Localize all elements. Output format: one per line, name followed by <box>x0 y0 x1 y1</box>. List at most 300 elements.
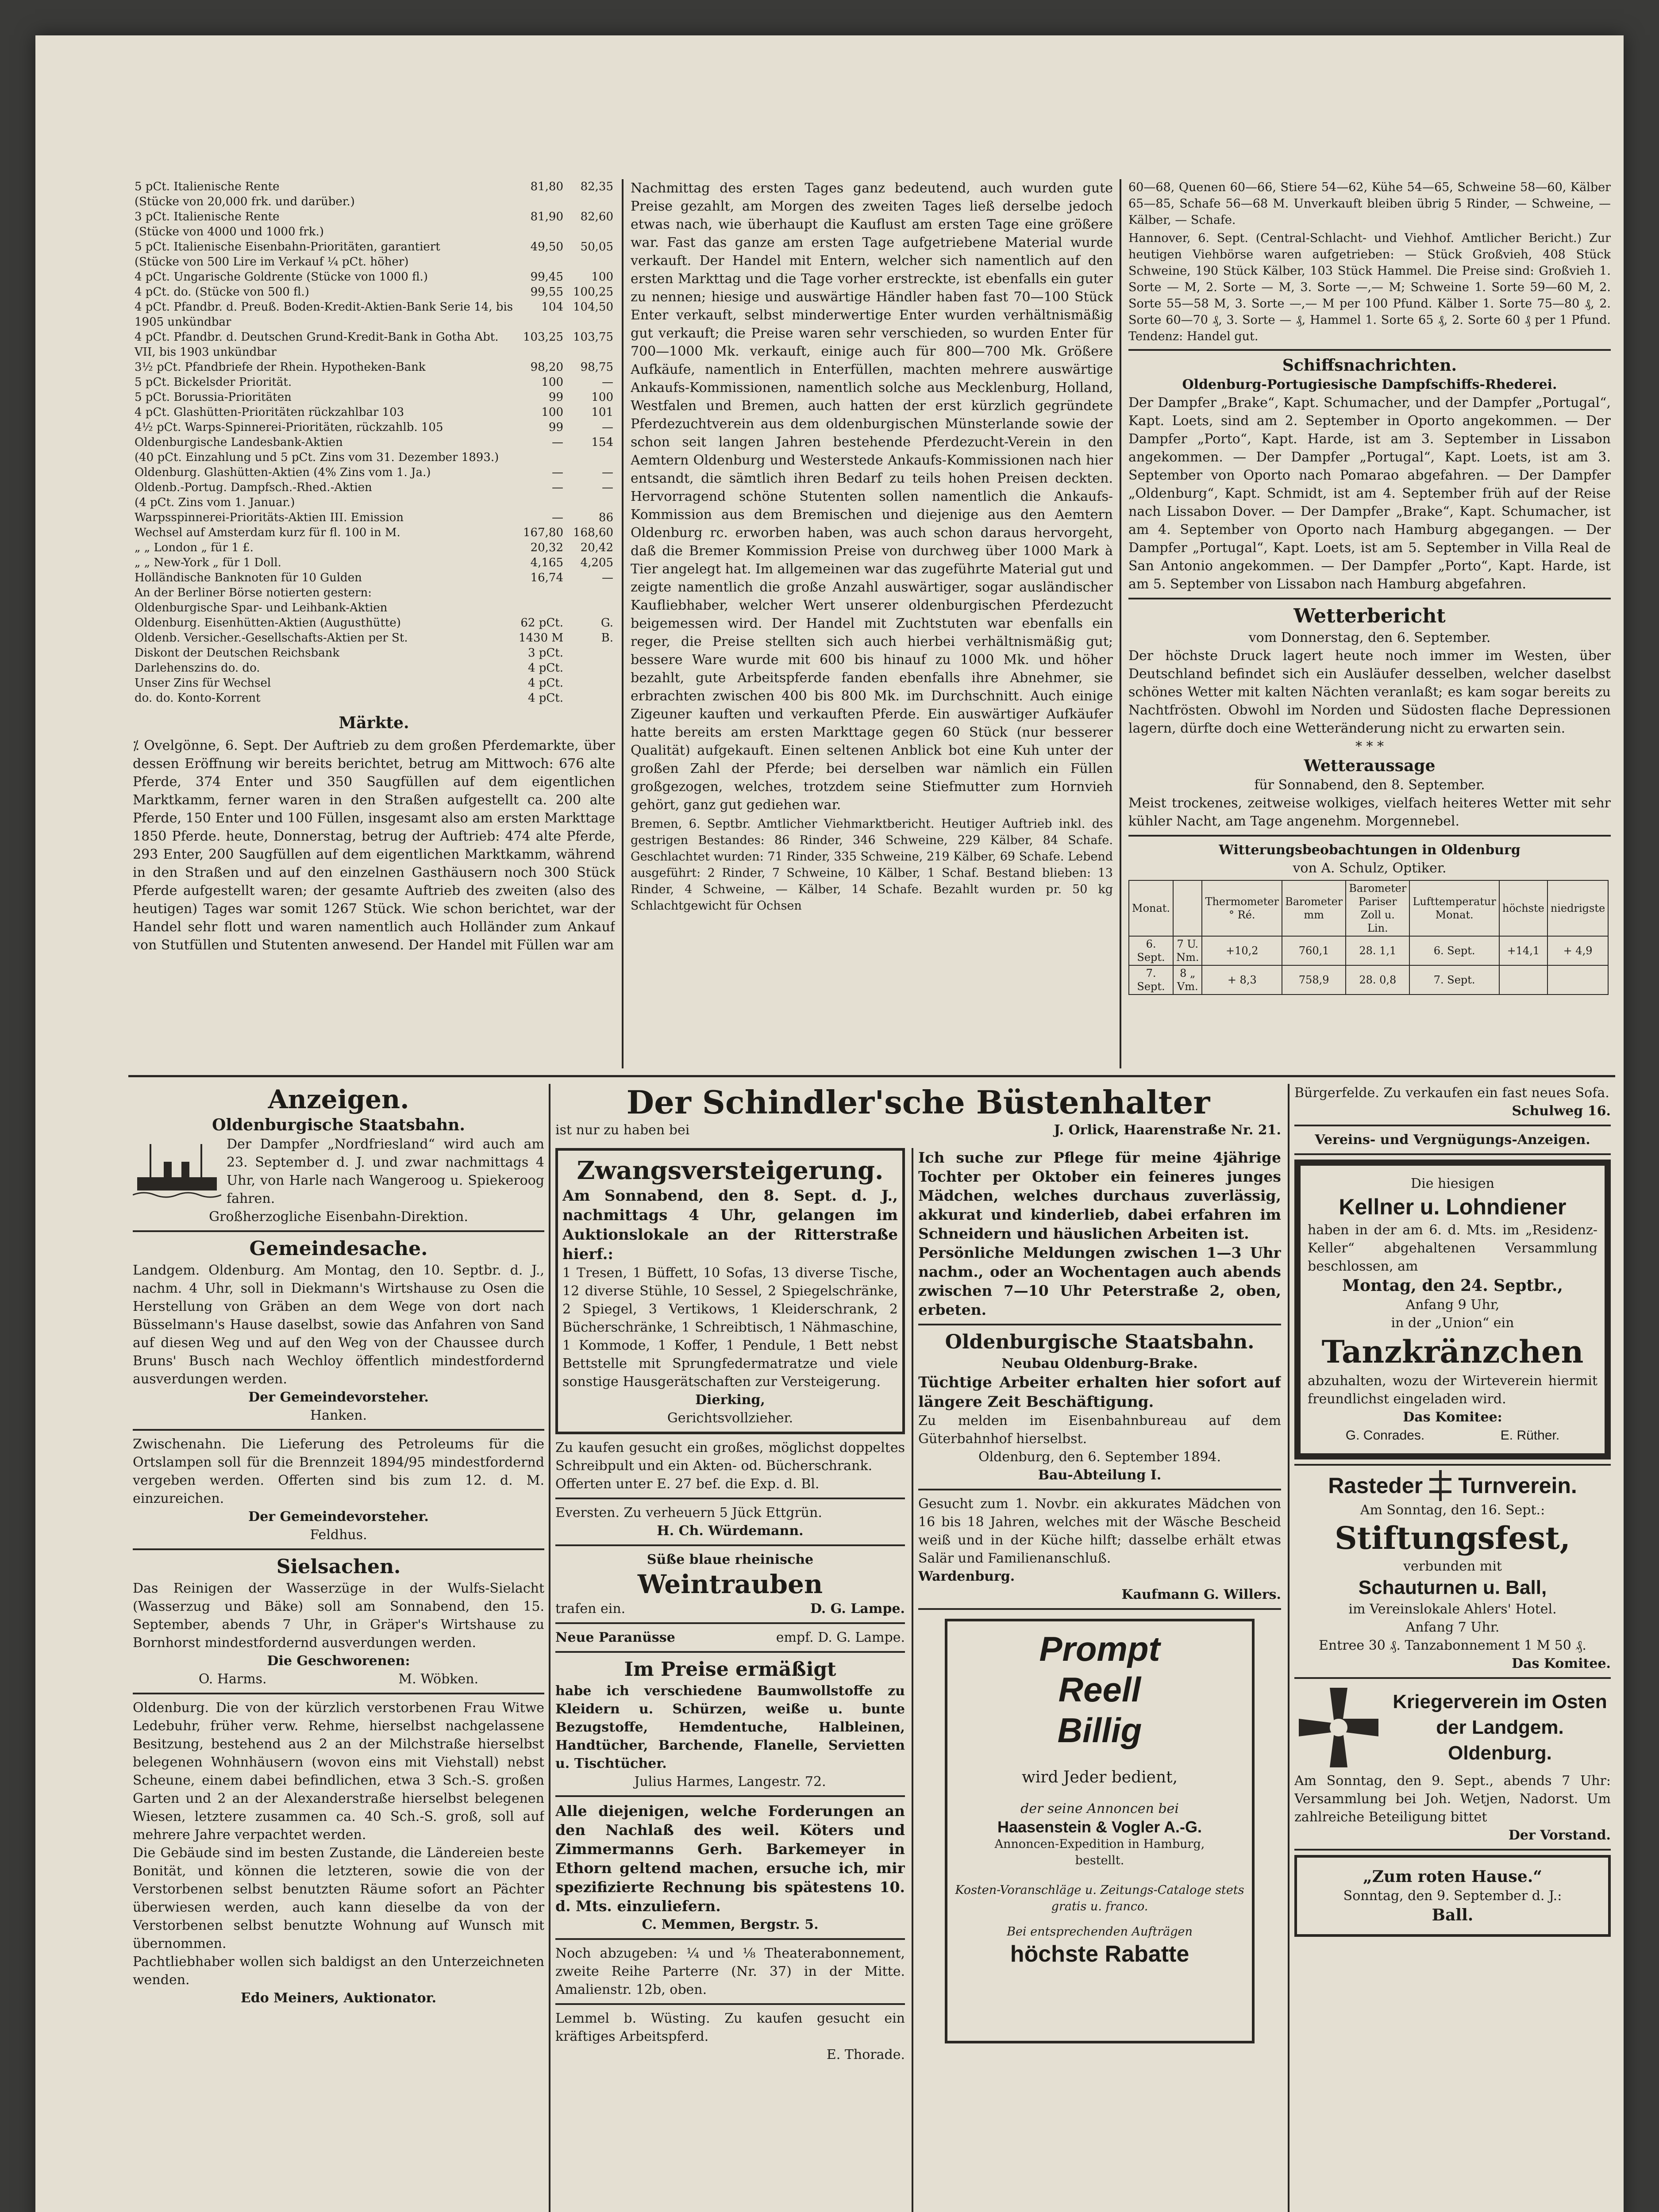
finance-row <box>133 390 615 405</box>
finance-row <box>133 375 615 390</box>
divider <box>133 1230 544 1232</box>
pflege-text-2: Persönliche Meldungen zwischen 1—3 Uhr nachm., oder an Wochentagen auch abends zwischen 7—10 Uhr Peterstraße 2, oben, erbeten. <box>918 1244 1281 1318</box>
hause-text: Sonntag, den 9. September d. J.: <box>1343 1888 1562 1904</box>
finance-value: 20,42 <box>580 541 613 554</box>
finance-value <box>565 224 615 239</box>
finance-label: Oldenburg. Glashütten-Aktien (4% Zins vom 1. Ja.) <box>135 466 431 479</box>
finance-row <box>133 570 615 585</box>
roten-hause-ad <box>1294 1855 1611 1937</box>
finance-row <box>133 209 615 224</box>
turn-entree: Entree 30 ₰. Tanzabonnement 1 M 50 ₰. <box>1319 1638 1586 1653</box>
divider <box>555 1938 905 1940</box>
finance-label: Holländische Banknoten für 10 Gulden <box>135 571 362 584</box>
observations-table <box>1128 880 1609 995</box>
finance-label: Darlehenszins do. do. <box>135 661 260 675</box>
ship-news-subheading: Oldenburg-Portugiesische Dampfschiffs-Rhederei. <box>1182 377 1557 392</box>
siel-text: Das Reinigen der Wasserzüge in der Wulfs-Sielacht (Wasserzug und Bäke) soll am Sonnabend, den 15. September, abends 7 Uhr, in Gräper's Wirtshause zu Bornhorst mindestfordernd ausverdungen werden. <box>133 1581 544 1651</box>
finance-row <box>133 495 615 510</box>
divider <box>1294 1677 1611 1679</box>
divider <box>1294 1153 1611 1155</box>
finance-label: 4 pCt. Ungarische Goldrente (Stücke von 1000 fl.) <box>135 270 428 284</box>
zwang-signature: Dierking, <box>695 1392 765 1408</box>
observations-cell: 760,1 <box>1282 936 1346 965</box>
finance-value: 100 <box>541 376 563 389</box>
kellner-text-2: abzuhalten, wozu der Wirteverein hiermit freundlichst eingeladen wird. <box>1308 1373 1597 1407</box>
finance-value: — <box>602 421 613 434</box>
finance-value: 4 pCt. <box>527 676 563 690</box>
observations-cell: 758,9 <box>1282 965 1346 995</box>
finance-value <box>515 600 565 615</box>
finance-row <box>133 630 615 645</box>
finance-value: 20,32 <box>530 541 563 554</box>
zwangsversteigerung-ad <box>555 1148 905 1434</box>
finance-value: 4,205 <box>580 556 613 569</box>
divider <box>918 1324 1281 1325</box>
finance-value <box>515 450 565 465</box>
divider <box>1294 1125 1611 1126</box>
staatsbahn2-date: Oldenburg, den 6. September 1894. <box>978 1449 1221 1465</box>
finance-label: Oldenb.-Portug. Dampfsch.-Rhed.-Aktien <box>135 481 372 494</box>
eversten-text: Eversten. Zu verheuern 5 Jück Ettgrün. <box>555 1505 822 1521</box>
finance-row <box>133 269 615 284</box>
divider <box>1128 835 1611 837</box>
haasenstein-billig: Billig <box>1057 1711 1142 1750</box>
finance-value <box>565 600 615 615</box>
finance-row <box>133 300 615 330</box>
finance-value: 82,35 <box>580 180 613 193</box>
column-rule <box>1120 179 1121 1068</box>
column-rule <box>622 179 624 1068</box>
finance-value: 101 <box>591 406 613 419</box>
finance-value: — <box>602 376 613 389</box>
finance-row <box>133 450 615 465</box>
turner-cross-icon <box>1427 1470 1454 1501</box>
kellner-sig-a: G. Conrades. <box>1345 1428 1425 1443</box>
finance-row <box>133 645 615 661</box>
section-rule <box>128 1075 1615 1077</box>
observations-cell: 28. 1,1 <box>1346 936 1409 965</box>
observations-header: Barometer mm <box>1282 880 1346 936</box>
kellner-die: Die hiesigen <box>1411 1176 1494 1191</box>
siel-signature-b: M. Wöbken. <box>398 1671 479 1687</box>
schindler-subtitle: ist nur zu haben bei <box>555 1122 690 1138</box>
maedchen-place: Wardenburg. <box>918 1569 1015 1584</box>
ads-column-4 <box>1294 1084 1611 2212</box>
finance-label: (Stücke von 4000 und 1000 frk.) <box>135 225 324 238</box>
finance-label: Oldenburgische Landesbank-Aktien <box>135 436 343 449</box>
finance-value: 16,74 <box>530 571 563 584</box>
finance-value: 103,75 <box>573 330 613 344</box>
haasenstein-der: der seine Annoncen bei <box>1020 1801 1179 1816</box>
nachlass-signature: C. Memmen, Bergstr. 5. <box>642 1917 819 1932</box>
finance-value: — <box>552 511 563 524</box>
finance-label: 5 pCt. Italienische Rente <box>135 180 280 193</box>
finance-row <box>133 239 615 254</box>
finance-value: 62 pCt. <box>520 616 563 630</box>
observations-author: von A. Schulz, Optiker. <box>1293 860 1447 876</box>
kellner-text: haben in der am 6. d. Mts. im „Residenz-Keller“ abgehaltenen Versammlung beschlossen, am <box>1308 1222 1597 1274</box>
staatsbahn2-text: Tüchtige Arbeiter erhalten hier sofort auf längere Zeit Beschäftigung. <box>918 1374 1281 1411</box>
hause-title: „Zum roten Hause.“ <box>1363 1867 1542 1886</box>
hannover-report: Hannover, 6. Sept. (Central-Schlacht- und Viehhof. Amtlicher Bericht.) Zur heutigen Viehbörse waren aufgetrieben: — Stück Großvieh, 408 Stück Schweine, 190 Stück Kälber, 103 Stück Hammel. Die Preise sind: Großvieh 1. Sorte — M, 2. Sorte — M, 3. Sorte —,— M; Schweine 1. Sorte 59—60 M, 2. Sorte 55—58 M, 3. Sorte —,— M per 100 Pfund. Kälber 1. Sorte 75—80 ₰, 2. Sorte 60—70 ₰, 3. Sorte — ₰, Hammel 1. Sorte 65 ₰, 2. Sorte 60 ₰ per 1 Pfund. Tendenz: Handel gut. <box>1128 231 1611 343</box>
turn-anfang: Anfang 7 Uhr. <box>1405 1620 1500 1635</box>
haasenstein-kosten: Kosten-Voranschläge u. Zeitungs-Cataloge stets gratis u. franco. <box>955 1883 1244 1913</box>
finance-row <box>133 510 615 525</box>
finance-value <box>515 194 565 209</box>
finance-label: 4 pCt. do. (Stücke von 500 fl.) <box>135 285 309 299</box>
siel-signature-label: Die Geschworenen: <box>267 1653 410 1669</box>
finance-label: (40 pCt. Einzahlung und 5 pCt. Zins vom 31. Dezember 1893.) <box>135 451 499 464</box>
finance-value: 99 <box>548 391 563 404</box>
column-news <box>1128 179 1611 1068</box>
haasenstein-bei: Bei entsprechenden Aufträgen <box>1007 1925 1193 1939</box>
finance-value: 100 <box>591 391 613 404</box>
haasenstein-rabatte: höchste Rabatte <box>1010 1941 1189 1967</box>
finance-value: 99 <box>548 421 563 434</box>
finance-value: 98,20 <box>530 361 563 374</box>
divider <box>555 1544 905 1546</box>
kellner-ad <box>1294 1160 1611 1459</box>
observations-cell: 6. Sept. <box>1129 936 1173 965</box>
finance-row <box>133 555 615 570</box>
finance-row <box>133 480 615 495</box>
zwang-title: Zwangsversteigerung. <box>577 1156 884 1185</box>
turn-lokal: im Vereinslokale Ahlers' Hotel. <box>1348 1601 1557 1617</box>
finance-label: „ „ New-York „ für 1 Doll. <box>135 556 281 569</box>
finance-value: 1430 M <box>518 631 563 645</box>
krieger-signature: Der Vorstand. <box>1508 1828 1611 1843</box>
haasenstein-wird: wird Jeder bedient, <box>1021 1768 1178 1786</box>
finance-value: G. <box>600 616 613 630</box>
divider <box>555 1795 905 1797</box>
staatsbahn2-text-2: Zu melden im Eisenbahnbureau auf dem Güterbahnhof hierselbst. <box>918 1413 1281 1447</box>
krieger-title: Kriegerverein im Osten der Landgem. Oldenburg. <box>1393 1691 1607 1764</box>
krieger-text: Am Sonntag, den 9. Sept., abends 7 Uhr: Versammlung bei Joh. Wetjen, Nadorst. Um zahlreiche Beteiligung bittet <box>1294 1773 1611 1825</box>
weather-report-date: vom Donnerstag, den 6. September. <box>1248 630 1491 645</box>
column-finance <box>133 179 615 1068</box>
newspaper-page <box>35 35 1624 2212</box>
divider <box>1294 1849 1611 1851</box>
observations-cell: 7. Sept. <box>1129 965 1173 995</box>
finance-label: Warpsspinnerei-Prioritäts-Aktien III. Emission <box>135 511 404 524</box>
staatsbahn-text: Der Dampfer „Nordfriesland“ wird auch am 23. September d. J. und zwar nachmittags 4 Uhr, von Harle nach Wangeroog u. Spiekeroog fahren. <box>227 1137 544 1206</box>
staatsbahn2-title: Oldenburgische Staatsbahn. <box>945 1331 1255 1353</box>
buergerfelde-signature: Schulweg 16. <box>1512 1103 1611 1119</box>
finance-value: 81,90 <box>530 210 563 223</box>
divider <box>555 1622 905 1624</box>
finance-label: 5 pCt. Bickelsder Priorität. <box>135 376 292 389</box>
finance-value: 81,80 <box>530 180 563 193</box>
schreibpult-offer: Offerten unter E. 27 bef. die Exp. d. Bl. <box>555 1476 820 1492</box>
finance-value: 3 pCt. <box>527 646 563 660</box>
staatsbahn2-signature: Bau-Abteilung I. <box>1038 1467 1162 1483</box>
divider <box>133 1548 544 1550</box>
haasenstein-name: Haasenstein & Vogler A.-G. <box>997 1818 1202 1836</box>
ship-news-text: Der Dampfer „Brake“, Kapt. Schumacher, und der Dampfer „Portugal“, Kapt. Loets, sind am 2. September in Oporto angekommen. — Der Dampfer „Porto“, Kapt. Harde, ist am 3. September in Lissabon angekommen. — Der Dampfer „Portugal“, Kapt. Loets, ist am 3. September von Oporto nach Pomarao abgefahren. — Der Dampfer „Oldenburg“, Kapt. Schmidt, ist am 4. September früh auf der Reise nach Lissabon Dover. — Der Dampfer „Brake“, Kapt. Schumacher, ist am 4. September von Oporto nach Hamburg abgegangen. — Der Dampfer „Portugal“, Kapt. Loets, ist am 5. September in Villa Real de San Antonio angekommen. — Der Dampfer „Porto“, Kapt. Harde, ist am 5. September von Lissabon nach Hamburg abgefahren. <box>1128 395 1611 592</box>
column-rule <box>1288 1084 1289 2212</box>
observations-cell: 28. 0,8 <box>1346 965 1409 995</box>
finance-label: An der Berliner Börse notierten gestern: <box>135 586 372 599</box>
finance-row <box>133 284 615 300</box>
finance-value: B. <box>601 631 613 645</box>
ledebuhr-signature: Edo Meiners, Auktionator. <box>240 1990 437 2006</box>
observations-cell: + 8,3 <box>1202 965 1282 995</box>
finance-row <box>133 676 615 691</box>
finance-value: 4,165 <box>530 556 563 569</box>
nachlass-text: Alle diejenigen, welche Forderungen an den Nachlaß des weil. Köters und Zimmermanns Gerh. Barkemeyer in Ethorn geltend machen, ersuche ich, mir spezifizierte Rechnung bis spätestens 10. d. Mts. einzuliefern. <box>555 1802 905 1915</box>
finance-value: 4 pCt. <box>527 691 563 705</box>
kellner-komitee: Das Komitee: <box>1403 1409 1502 1425</box>
finance-value: — <box>552 466 563 479</box>
paranuss-b: empf. D. G. Lampe. <box>776 1630 905 1645</box>
kellner-place: in der „Union“ ein <box>1391 1315 1514 1331</box>
observations-cell: 7 U. Nm. <box>1173 936 1202 965</box>
haasenstein-expedition: Annoncen-Expedition in Hamburg, <box>994 1837 1205 1851</box>
finance-value <box>515 585 565 600</box>
staatsbahn-title: Oldenburgische Staatsbahn. <box>212 1116 465 1134</box>
finance-value: 4 pCt. <box>527 661 563 675</box>
finance-row <box>133 405 615 420</box>
lemmel-signature: E. Thorade. <box>826 2047 905 2062</box>
kellner-title: Kellner u. Lohndiener <box>1339 1194 1567 1219</box>
finance-row <box>133 420 615 435</box>
observations-header <box>1173 880 1202 936</box>
finance-value <box>515 495 565 510</box>
column-markets <box>631 179 1113 1068</box>
finance-value: — <box>602 571 613 584</box>
turn-komitee: Das Komitee. <box>1512 1656 1611 1671</box>
finance-label: Oldenburgische Spar- und Leihbank-Aktien <box>135 601 388 614</box>
ads-column-3 <box>918 1148 1281 2212</box>
finance-value <box>515 254 565 269</box>
pflege-text: Ich suche zur Pflege für meine 4jährige Tochter per Oktober ein feineres junges Mädchen, welches durchaus zuverlässig, akkurat und kinderlieb, dabei erfahren im Schneidern und häuslichen Arbeiten ist. <box>918 1149 1281 1242</box>
column-rule <box>549 1084 550 2212</box>
observations-cell: 7. Sept. <box>1409 965 1499 995</box>
weather-report-text: Der höchste Druck lagert heute noch immer im Westen, über Deutschland befindet sich ein Ausläufer desselben, welcher daselbst schönes Wetter mit kalten Nächten veranlaßt; es kam sogar bereits zu Nachtfrösten. Obwohl im Norden und Südosten flache Depressionen lagern, dürfte doch eine Wetteränderung nicht zu erwarten sein. <box>1128 648 1611 736</box>
finance-label: 3½ pCt. Pfandbriefe der Rhein. Hypotheken-Bank <box>135 361 426 374</box>
schindler-shop: J. Orlick, Haarenstraße Nr. 21. <box>1054 1122 1281 1138</box>
observations-row <box>1129 936 1608 965</box>
zwischenahn-signature: Der Gemeindevorsteher. <box>248 1509 429 1525</box>
observations-cell: + 4,9 <box>1547 936 1608 965</box>
schindler-ad <box>555 1084 1281 1141</box>
finance-value: 100 <box>591 270 613 284</box>
finance-label: do. do. Konto-Korrent <box>135 691 261 705</box>
finance-row <box>133 435 615 450</box>
divider <box>133 1693 544 1694</box>
finance-value <box>565 676 615 691</box>
haasenstein-reell: Reell <box>1058 1670 1141 1709</box>
finance-value: 100,25 <box>573 285 613 299</box>
kriegerverein-ad <box>1294 1683 1611 1772</box>
observations-cell: +14,1 <box>1499 936 1547 965</box>
divider <box>555 2003 905 2005</box>
observations-cell: 6. Sept. <box>1409 936 1499 965</box>
finance-label: 5 pCt. Italienische Eisenbahn-Prioritäten, garantiert <box>135 240 440 253</box>
ads-heading: Anzeigen. <box>268 1084 409 1114</box>
finance-row <box>133 661 615 676</box>
finance-value: 98,75 <box>580 361 613 374</box>
finance-row <box>133 540 615 555</box>
finance-row <box>133 525 615 540</box>
preis-text: habe ich verschiedene Baumwollstoffe zu Kleidern u. Schürzen, weiße u. bunte Bezugstoffe, Hemdentuche, Halbleinen, Handtücher, Barchende, Flanelle, Servietten u. Tischtücher. <box>555 1683 905 1771</box>
weather-forecast-date: für Sonnabend, den 8. September. <box>1254 777 1485 793</box>
staatsbahn2-subtitle: Neubau Oldenburg-Brake. <box>1001 1356 1198 1371</box>
finance-label: 5 pCt. Borussia-Prioritäten <box>135 391 292 404</box>
kellner-tanz: Tanzkränzchen <box>1321 1333 1584 1370</box>
weather-report-heading: Wetterbericht <box>1293 605 1446 627</box>
kellner-time: Anfang 9 Uhr, <box>1405 1297 1500 1313</box>
finance-value <box>565 254 615 269</box>
finance-value: 154 <box>591 436 613 449</box>
finance-value <box>565 450 615 465</box>
observations-header: Lufttemperatur Monat. <box>1409 880 1499 936</box>
finance-value <box>565 585 615 600</box>
finance-value: 49,50 <box>530 240 563 253</box>
finance-label: Wechsel auf Amsterdam kurz für fl. 100 in M. <box>135 526 400 539</box>
divider <box>1128 349 1611 351</box>
divider <box>133 1429 544 1431</box>
observations-row <box>1129 965 1608 995</box>
observations-header: Monat. <box>1129 880 1173 936</box>
finance-value: 99,45 <box>530 270 563 284</box>
wein-title: Weintrauben <box>637 1569 823 1599</box>
finance-value: 104,50 <box>573 300 613 314</box>
maedchen-signature: Kaufmann G. Willers. <box>1121 1587 1281 1602</box>
finance-value <box>515 224 565 239</box>
kellner-sig-b: E. Rüther. <box>1500 1428 1560 1443</box>
finance-value: 100 <box>541 406 563 419</box>
observations-header: höchste <box>1499 880 1547 936</box>
finance-label: Unser Zins für Wechsel <box>135 676 271 690</box>
observations-cell <box>1499 965 1547 995</box>
staatsbahn-signature: Großherzogliche Eisenbahn-Direktion. <box>209 1209 468 1225</box>
maerkte-text: ⁒ Ovelgönne, 6. Sept. Der Auftrieb zu dem großen Pferdemarkte, über dessen Eröffnung wir bereits berichtet, betrug am Mittwoch: 676 alte Pferde, 374 Enter und 350 Saugfüllen auf dem eigentlichen Marktkamm, ferner waren in den Straßen aufgestellt ca. 200 alte Pferde, 150 Enter und 100 Füllen, insgesamt also am ersten Markttage 1850 Pferde. heute, Donnerstag, betrug der Auftrieb: 474 alte Pferde, 293 Enter, 200 Saugfüllen auf dem eigentlichen Marktkamm, während in den Straßen und auf den einzelnen Gasthäusern noch 300 Stück Pferde aufgestellt waren; der gesamte Auftrieb des zweiten (also des heutigen) Tages war somit 1267 Stück. Wie schon berichtet, war der Handel sehr flott und waren namentlich auch Holländer zum Ankauf von Stutfüllen und Stutenten anwesend. Der Handel mit Füllen war am <box>133 738 615 953</box>
finance-value: 103,25 <box>523 330 563 344</box>
ledebuhr-text: Oldenburg. Die von der kürzlich verstorbenen Frau Witwe Ledebuhr, früher verw. Rehme, hierselbst nachgelassene Besitzung, bestehend aus 2 an der Milchstraße hierselbst belegenen Wohnhäusern (wovon eins mit Viehstall) nebst Scheune, einem dabei befindlichen, etwa 3 Sch.-S. großen Garten und 2 an der Alexanderstraße hierselbst belegenen Wiesen, letztere zusammen ca. 40 Sch.-S. groß, soll auf mehrere Jahre verpachtet werden. <box>133 1700 544 1843</box>
gemeinde-signature: Der Gemeindevorsteher. <box>248 1390 429 1405</box>
finance-row <box>133 254 615 269</box>
finance-row <box>133 179 615 194</box>
divider <box>1294 1464 1611 1466</box>
haasenstein-bestellt: bestellt. <box>1075 1854 1124 1867</box>
finance-row <box>133 194 615 209</box>
finance-value: 99,55 <box>530 285 563 299</box>
turn-title-b: Turnverein. <box>1458 1473 1577 1498</box>
finance-value: 104 <box>541 300 563 314</box>
schreibpult-text: Zu kaufen gesucht ein großes, möglichst doppeltes Schreibpult und ein Akten- od. Bücherschrank. <box>555 1440 905 1474</box>
observations-heading: Witterungsbeobachtungen in Oldenburg <box>1219 842 1520 858</box>
zwischenahn-signature-name: Feldhus. <box>310 1527 367 1543</box>
theater-text: Noch abzugeben: ¼ und ⅛ Theaterabonnement, zweite Reihe Parterre (Nr. 37) in der Mitte. Amalienstr. 12b, oben. <box>555 1946 905 1997</box>
turn-date: Am Sonntag, den 16. Sept.: <box>1360 1502 1545 1518</box>
finance-row <box>133 615 615 630</box>
finance-value: 167,80 <box>523 526 563 539</box>
finance-label: 4 pCt. Pfandbr. d. Preuß. Boden-Kredit-Aktien-Bank Serie 14, bis 1905 unkündbar <box>135 300 513 329</box>
finance-value: — <box>602 481 613 494</box>
divider <box>555 1498 905 1499</box>
finance-value <box>565 495 615 510</box>
weather-forecast-text: Meist trockenes, zeitweise wolkiges, vielfach heiteres Wetter mit sehr kühler Nacht, am Tage angenehm. Morgennebel. <box>1128 795 1611 829</box>
siel-title: Sielsachen. <box>276 1555 401 1578</box>
vereins-heading: Vereins- und Vergnügungs-Anzeigen. <box>1315 1132 1590 1148</box>
finance-value: — <box>552 436 563 449</box>
finance-label: 3 pCt. Italienische Rente <box>135 210 280 223</box>
finance-row <box>133 691 615 706</box>
finance-value <box>565 194 615 209</box>
divider <box>1128 598 1611 599</box>
hause-ball: Ball. <box>1432 1906 1474 1924</box>
finance-table <box>133 179 615 706</box>
weather-forecast-heading: Wetteraussage <box>1304 757 1436 775</box>
bremen-report: Bremen, 6. Septbr. Amtlicher Viehmarktbericht. Heutiger Auftrieb inkl. des gestrigen Bestandes: 86 Rinder, 346 Schweine, 229 Kälber, 84 Schafe. Geschlachtet wurden: 71 Rinder, 335 Schweine, 219 Kälber, 69 Schafe. Lebend ausgeführt: 2 Rinder, 7 Schweine, 10 Kälber, 1 Schaf. Bestand blieben: 13 Rinder, 4 Schweine, — Kälber, 14 Schafe. Bezahlt wurden pr. 50 kg Schlachtgewicht für Ochsen <box>631 817 1113 913</box>
ads-column-1 <box>133 1084 544 2212</box>
gemeinde-signature-name: Hanken. <box>310 1408 367 1423</box>
zwang-signature-title: Gerichtsvollzieher. <box>667 1410 793 1426</box>
observations-header: Thermometer ° Ré. <box>1202 880 1282 936</box>
finance-label: (Stücke von 500 Lire im Verkauf ¼ pCt. höher) <box>135 255 409 269</box>
schindler-title: Der Schindler'sche Büstenhalter <box>626 1084 1210 1121</box>
finance-row <box>133 360 615 375</box>
buergerfelde-text: Bürgerfelde. Zu verkaufen ein fast neues Sofa. <box>1294 1085 1609 1101</box>
finance-value <box>565 691 615 706</box>
finance-label: (4 pCt. Zins vom 1. Januar.) <box>135 496 295 509</box>
finance-label: 4½ pCt. Warps-Spinnerei-Prioritäten, rückzahlb. 105 <box>135 421 443 434</box>
finance-value: 50,05 <box>580 240 613 253</box>
finance-row <box>133 330 615 360</box>
zwischenahn-text: Zwischenahn. Die Lieferung des Petroleums für die Ortslampen soll für die Brennzeit 1894/95 mindestfordernd vergeben werden. Offerten sind bis zum 12. d. M. einzureichen. <box>133 1436 544 1506</box>
maerkte-heading: Märkte. <box>339 714 409 732</box>
siel-signature-a: O. Harms. <box>198 1671 267 1687</box>
haasenstein-prompt: Prompt <box>1039 1629 1160 1668</box>
observations-cell: +10,2 <box>1202 936 1282 965</box>
turn-ball: Schauturnen u. Ball, <box>1358 1577 1547 1598</box>
finance-label: „ „ London „ für 1 £. <box>135 541 254 554</box>
divider <box>555 1651 905 1653</box>
wein-foot-a: trafen ein. <box>555 1601 626 1617</box>
finance-value: 86 <box>598 511 613 524</box>
finance-value: — <box>552 481 563 494</box>
finance-value: 82,60 <box>580 210 613 223</box>
finance-row <box>133 585 615 600</box>
wein-lead: Süße blaue rheinische <box>647 1552 814 1567</box>
turnverein-ad <box>1294 1470 1611 1673</box>
gemeinde-title: Gemeindesache. <box>249 1237 428 1260</box>
finance-label: 4 pCt. Glashütten-Prioritäten rückzahlbar 103 <box>135 406 404 419</box>
finance-row <box>133 465 615 480</box>
preis-signature: Julius Harmes, Langestr. 72. <box>634 1774 826 1790</box>
finance-label: Oldenburg. Eisenhütten-Aktien (Augusthütte) <box>135 616 401 630</box>
market-report-text: Nachmittag des ersten Tages ganz bedeutend, auch wurden gute Preise gezahlt, am Morgen des zweiten Tages ließ derselbe jedoch etwas nach, wie überhaupt die Kauflust am ersten Tage eine größere war. Fast das ganze am ersten Tage aufgetriebene Material wurde verkauft. Der Handel mit Entern, welcher sich namentlich auf den ersten Markttag und die Tage vorher erstreckte, ist ebenfalls ein guter zu nennen; hiesige und auswärtige Händler haben fast 70—100 Stück Enter verkauft, selbst minderwertige Enter wurden verhältnismäßig gut verkauft; die Preise waren sehr verschieden, so wurden Enter für 700—1000 Mk. verkauft, einige auch für 800—700 Mk. Größere Aufkäufe, namentlich in Enterfüllen, machten mehrere auswärtige Ankaufs-Kommissionen, namentlich solche aus Mecklenburg, Holland, Westfalen und Bremen, auch hatten der erst kürzlich gegründete Pferdezuchtverein aus dem oldenburgischen Münsterlande sowie der schon seit langen Jahren bestehende Pferdezucht-Verein in den Aemtern Oldenburg und Westerstede Ankaufs-Kommissionen nach hier entsandt, die sämtlich ihren Bedarf zu teils hohen Preisen deckten. Hervorragend schöne Stutenten sollen namentlich die Ankaufs-Kommission aus dem Bremischen und diejenige aus den Aemtern Oldenburg rc. erworben haben, was auch schon daraus hervorgeht, daß die Bremer Kommission Preise von durchweg über 1000 Mark à Tier angelegt hat. Im allgemeinen war das zugeführte Material gut und zeigte namentlich die große Anzahl auswärtiger, sogar ausländischer Kaufliebhaber, welcher Wert unserer oldenburgischen Pferdezucht beigemessen wird. Der Handel mit Zuchtstuten war ebenfalls ein reger, die Preise stellten sich auch hierbei verhältnismäßig gut; bessere Ware wurde mit 600 bis hinauf zu 1000 Mk. und höher bezahlt, gute Arbeitspferde fanden ebenfalls ihre Abnehmer, sie erbrachten zwischen 400 bis 800 Mk. im Durchschnitt. Auch einige Zigeuner kauften und verkauften Pferde. Ein auswärtiger Aufkäufer hatte bereits am ersten Markttage gegen 60 Stück (nur besserer Qualität) aufgekauft. Einen seltenen Anblick bot eine Kuh unter der großen Zahl der Pferde; bei derselben war nämlich ein Füllen großgezogen, welches, trotzdem seine Stiefmutter zum Hornvieh gehört, ganz gut gediehen war. <box>631 180 1113 813</box>
finance-label: 4 pCt. Pfandbr. d. Deutschen Grund-Kredit-Bank in Gotha Abt. VII, bis 1903 unkündbar <box>135 330 499 359</box>
finance-value: 168,60 <box>573 526 613 539</box>
gemeinde-text: Landgem. Oldenburg. Am Montag, den 10. Septbr. d. J., nachm. 4 Uhr, soll in Diekmann's Wirtshause zu Osen die Herstellung von Gräben an dem Wege von dort nach Büsselmann's Hause daselbst, sowie das Anfahren von Sand auf diesen Weg und auf den Weg von der Chaussee durch Bruns' Busch nach Wechloy öffentlich mindestfordernd ausverdungen werden. <box>133 1263 544 1387</box>
finance-value: — <box>602 466 613 479</box>
ledebuhr-text-2: Die Gebäude sind im besten Zustande, die Ländereien beste Bonität, und können die letzteren, sowie die von der Verstorbenen selbst benutzten Räume sofort an Pächter überwiesen werden, auch kann dieselbe da von der Verstorbenen selbst benutzte Wohnung auf Wunsch mit übernommen. <box>133 1845 544 1951</box>
finance-value <box>565 645 615 661</box>
column-rule <box>912 1148 913 2212</box>
turn-verbunden: verbunden mit <box>1403 1559 1502 1574</box>
maedchen-text: Gesucht zum 1. Novbr. ein akkurates Mädchen von 16 bis 18 Jahren, welches mit der Wäsche Bescheid weiß und in der Küche hilft; dasselbe erhält etwas Salär und Familienanschluß. <box>918 1496 1281 1566</box>
finance-label: Oldenb. Versicher.-Gesellschafts-Aktien per St. <box>135 631 408 645</box>
observations-cell <box>1547 965 1608 995</box>
finance-row <box>133 600 615 615</box>
finance-value <box>565 661 615 676</box>
finance-label: Diskont der Deutschen Reichsbank <box>135 646 340 660</box>
eversten-signature: H. Ch. Würdemann. <box>657 1523 804 1539</box>
divider <box>918 1489 1281 1490</box>
turn-stiftungsfest: Stiftungsfest, <box>1335 1520 1570 1556</box>
